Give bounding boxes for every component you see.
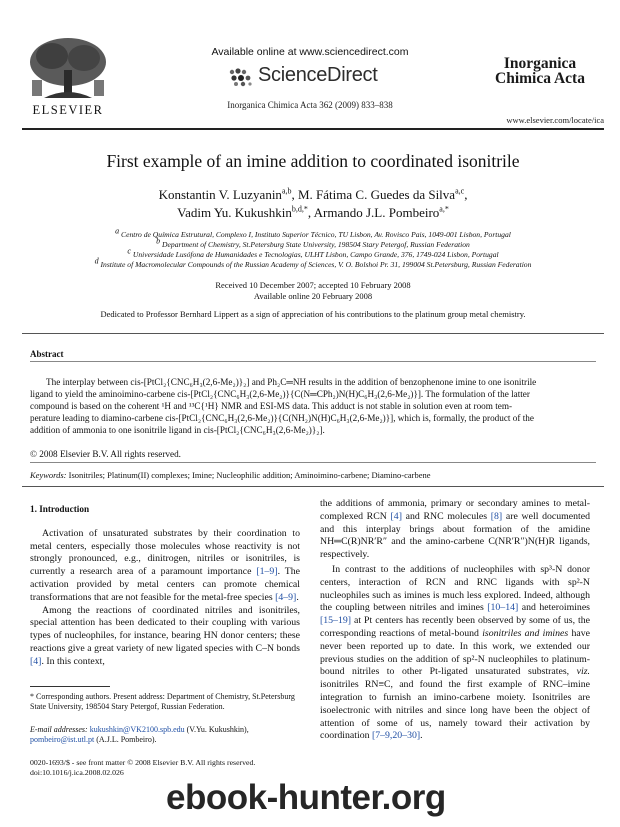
text-run: . In this context,	[41, 655, 105, 667]
issn-line: 0020-1693/$ - see front matter © 2008 Elsevier B.V. All rights reserved.	[30, 758, 256, 767]
abstract-heading: Abstract	[30, 349, 64, 359]
text-run: have never been reported up to date. In this work, we extended our previous studies on the addition of sp²-N nucleophiles to platinum-bound nitriles to other Pt-ligated unsaturated substrates,	[320, 627, 590, 678]
author-separator: ,	[464, 187, 468, 202]
text-run: . The activation provided by metal centers can promote chemical transformations that are not feasible for the metal-free species	[30, 566, 301, 603]
watermark-text: ebook-hunter.org	[166, 778, 446, 817]
abstract-bottom-rule	[30, 462, 596, 463]
body-paragraph	[30, 528, 300, 605]
journal-title-line-2: Chimica Acta	[495, 70, 585, 87]
publisher-name: ELSEVIER	[32, 103, 104, 117]
affiliation-c	[30, 246, 596, 259]
author-affil-mark: a,b	[281, 186, 292, 196]
received-date: Received 10 December 2007; accepted 10 February 2008	[215, 280, 411, 290]
affiliation-mark: d	[94, 256, 99, 266]
author-affil-mark: a,c	[455, 186, 465, 196]
keywords	[30, 470, 596, 480]
affiliation-mark: c	[127, 246, 131, 256]
journal-citation: Inorganica Chimica Acta 362 (2009) 833–838	[227, 100, 393, 110]
keywords-list: Isonitriles; Platinum(II) complexes; Imine; Nucleophilic addition; Aminoimino-carbene; Diamino-carbene	[68, 470, 431, 480]
citation-link[interactable]: [1–9]	[256, 566, 278, 578]
text-run: at Pt centers has recently been observed by some of us, the corresponding reactions of metal-bound	[320, 615, 590, 639]
author-name[interactable]: Konstantin V. Luzyanin	[158, 187, 282, 202]
affiliation-mark: b	[156, 236, 161, 246]
abstract-copyright: © 2008 Elsevier B.V. All rights reserved.	[30, 449, 181, 459]
text-run: Activation of unsaturated substrates by their coordination to metal centers, especially those molecules whose reactivity is not strongly pronounced, e.g., dinitrogen, nitriles or isonitriles, is currently a research area of a paramount importance	[30, 527, 300, 578]
body-column-right	[320, 498, 590, 743]
abstract-line: The interplay between cis-[PtCl₂{CNC₆H₃(2,6-Me₂)}₂] and Ph₂C═NH results in the addition of benzophenone imine to one isonitrile	[46, 377, 537, 387]
authors-line-1	[22, 187, 604, 203]
text-run: and heteroimines	[518, 602, 590, 614]
citation-link[interactable]: [4–9]	[275, 591, 297, 603]
affiliation-mark: a	[115, 226, 120, 236]
dedication: Dedicated to Professor Bernhard Lippert as a sign of appreciation of his contributions to the platinum group metal chemistry.	[100, 309, 526, 319]
citation-link[interactable]: [4]	[390, 510, 402, 522]
citation-link[interactable]: [15–19]	[320, 615, 352, 627]
text-run: Among the reactions of coordinated nitriles and isonitriles, special attention has been dedicated to their coupling with various types of nucleophiles, for instance, bearing HN donor centers; these reactions give a great variety of new ligated species with C–N bonds	[30, 604, 300, 654]
author-name[interactable]: , Armando J.L. Pombeiro	[307, 205, 440, 220]
email-owner: (V.Yu. Kukushkin),	[184, 725, 249, 734]
text-run: isonitriles RN≡C, and found the first example of RNC–imine integration to furnish an imino-carbene moiety. Isonitriles are isoelectronic with nitriles and since long have been the object of attention of some of us, namely toward their activation by coordination	[320, 679, 590, 742]
author-name[interactable]: , M. Fátima C. Guedes da Silva	[291, 187, 456, 202]
body-paragraph	[320, 498, 590, 562]
body-column-left	[30, 503, 300, 669]
emphasis-text: viz.	[576, 666, 590, 678]
keywords-label: Keywords:	[30, 470, 67, 480]
body-paragraph	[30, 605, 300, 669]
email-link[interactable]: kukushkin@VK2100.spb.edu	[89, 725, 185, 734]
text-run: are well documented and this interplay brings about formation of the amidine NH═C(R)NR′R″ and the amino-carbene C(NR′R″)N(H)R ligands, respectively.	[320, 510, 590, 561]
citation-link[interactable]: [8]	[490, 510, 503, 522]
available-online-text: Available online at www.sciencedirect.com	[211, 46, 409, 58]
email-label: E-mail addresses:	[30, 725, 88, 734]
author-affil-mark: a,*	[439, 204, 449, 214]
journal-title-line-1: Inorganica	[503, 55, 577, 72]
sciencedirect-dots-icon	[226, 66, 258, 88]
email-link[interactable]: pombeiro@ist.utl.pt	[30, 735, 95, 744]
body-paragraph	[320, 564, 590, 743]
abstract-line: addition of ammonia to one isonitrile ligand in cis-[PtCl₂{CNC₆H₃(2,6-Me₂)}₂].	[30, 425, 325, 435]
online-date: Available online 20 February 2008	[253, 291, 373, 301]
article-title: First example of an imine addition to coordinated isonitrile	[106, 151, 520, 171]
email-owner: (A.J.L. Pombeiro).	[94, 735, 157, 744]
text-run: .	[420, 730, 423, 742]
text-run: the additions of ammonia, primary or secondary amines to metal-complexed RCN	[320, 498, 590, 522]
journal-title-logo	[476, 56, 604, 86]
affiliation-a	[30, 226, 596, 239]
affiliation-text: Department of Chemistry, St.Petersburg State University, 198504 Stary Petergof, Russian Federation	[162, 240, 470, 249]
text-run: .	[296, 591, 299, 603]
citation-link[interactable]: [10–14]	[487, 602, 519, 614]
citation-link[interactable]: [7–9,20–30]	[371, 730, 421, 742]
keywords-rule	[22, 486, 604, 487]
affiliation-d	[30, 256, 596, 269]
citation-link[interactable]: [4]	[30, 655, 42, 667]
text-run: and RNC molecules	[401, 510, 491, 522]
section-heading: 1. Introduction	[30, 504, 90, 514]
abstract-line: compound is based on the coherent ¹H and ¹³C{¹H} NMR and ESI-MS data. This adduct is not stable in solution even at room tem-	[30, 401, 513, 411]
emphasis-text: isonitriles and imines	[482, 627, 569, 639]
affiliation-b	[30, 236, 596, 249]
affiliation-text: Institute of Macromolecular Compounds of the Russian Academy of Sciences, V. O. Bolshoi Pr. 31, 199004 St.Petersburg, Russian Federation	[100, 260, 532, 269]
footnote-rule	[30, 686, 110, 687]
affiliation-text: Centro de Química Estrutural, Complexo I, Instituto Superior Técnico, TU Lisbon, Av. Rovisco Pais, 1049-001 Lisbon, Portugal	[121, 230, 511, 239]
journal-url[interactable]: www.elsevier.com/locate/ica	[506, 115, 604, 125]
abstract-rule	[30, 361, 596, 362]
corresponding-author-footnote: * Corresponding authors. Present address: Department of Chemistry, St.Petersburg State University, 198504 Stary Petergof, Russian Federation.	[30, 692, 295, 711]
abstract-line: ligand to yield the aminoimino-carbene cis-[PtCl₂{CNC₆H₃(2,6-Me₂)}{C(N═CPh₂)N(H)C₆H₃(2,6-Me₂)}]. The formulation of the latter	[30, 389, 530, 399]
abstract-line: perature leading to diamino-carbene cis-[PtCl₂{CNC₆H₃(2,6-Me₂)}{C(NH₂)N(H)C₆H₃(2,6-Me₂)}], which is, formally, the product of the	[30, 413, 534, 423]
affiliation-text: Universidade Lusófona de Humanidades e Tecnologias, ULHT Lisbon, Campo Grande, 376, 1749-024 Lisbon, Portugal	[132, 250, 499, 259]
sciencedirect-logo-text: ScienceDirect	[258, 64, 378, 86]
author-affil-mark: b,d,*	[291, 204, 308, 214]
header-rule	[22, 128, 604, 130]
email-footnote	[30, 725, 300, 745]
abstract-top-rule	[22, 333, 604, 334]
author-name[interactable]: Vadim Yu. Kukushkin	[177, 205, 292, 220]
text-run: In contrast to the additions of nucleophiles with sp³-N donor centers, interaction of RCN and RNC ligands with sp²-N nucleophiles such as imines is much less explored. Indeed, although the coupling between nitriles and imines	[320, 563, 590, 614]
authors-line-2	[22, 205, 604, 221]
doi-line[interactable]: doi:10.1016/j.ica.2008.02.026	[30, 768, 124, 777]
